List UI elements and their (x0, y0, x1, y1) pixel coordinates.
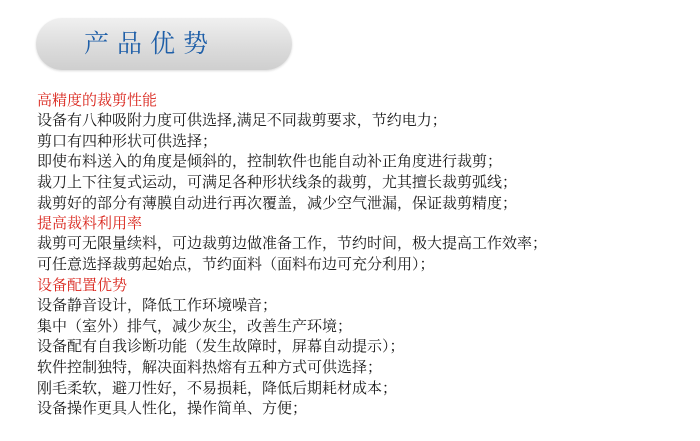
text-line: 软件控制独特，解决面料热熔有五种方式可供选择； (37, 357, 383, 376)
text-line: 集中（室外）排气，减少灰尘，改善生产环境； (37, 316, 353, 335)
text-line: 裁刀上下往复式运动，可满足各种形状线条的裁剪，尤其擅长裁剪弧线； (37, 173, 518, 192)
text-line: 设备有八种吸附力度可供选择,满足不同裁剪要求，节约电力； (37, 111, 447, 129)
section-utilization (37, 213, 687, 274)
page-title: 产品优势 (84, 29, 217, 58)
text-line: 裁剪好的部分有薄膜自动进行再次覆盖，减少空气泄漏，保证裁剪精度； (37, 193, 518, 212)
text-line: 设备静音设计，降低工作环境噪音； (37, 295, 278, 314)
section-configuration (37, 275, 687, 419)
section-heading: 提高裁料利用率 (37, 214, 143, 233)
text-line: 剪口有四种形状可供选择； (37, 131, 218, 150)
text-line: 裁剪可无限量续料，可边裁剪边做准备工作，节约时间，极大提高工作效率； (37, 234, 548, 253)
section-heading: 设备配置优势 (37, 275, 128, 294)
advantages-content (37, 90, 687, 419)
text-line: 刚毛柔软，避刀性好，不易损耗，降低后期耗材成本； (37, 378, 398, 397)
text-line: 即使布料送入的角度是倾斜的，控制软件也能自动补正角度进行裁剪； (37, 152, 503, 171)
text-line: 设备配有自我诊断功能（发生故障时，屏幕自动提示）； (37, 337, 405, 356)
section-heading: 高精度的裁剪性能 (37, 91, 158, 109)
text-line: 可任意选择裁剪起始点，节约面料（面料布边可充分利用）； (37, 255, 435, 274)
text-line: 设备操作更具人性化，操作简单、方便； (37, 399, 308, 418)
section-precision (37, 90, 687, 213)
